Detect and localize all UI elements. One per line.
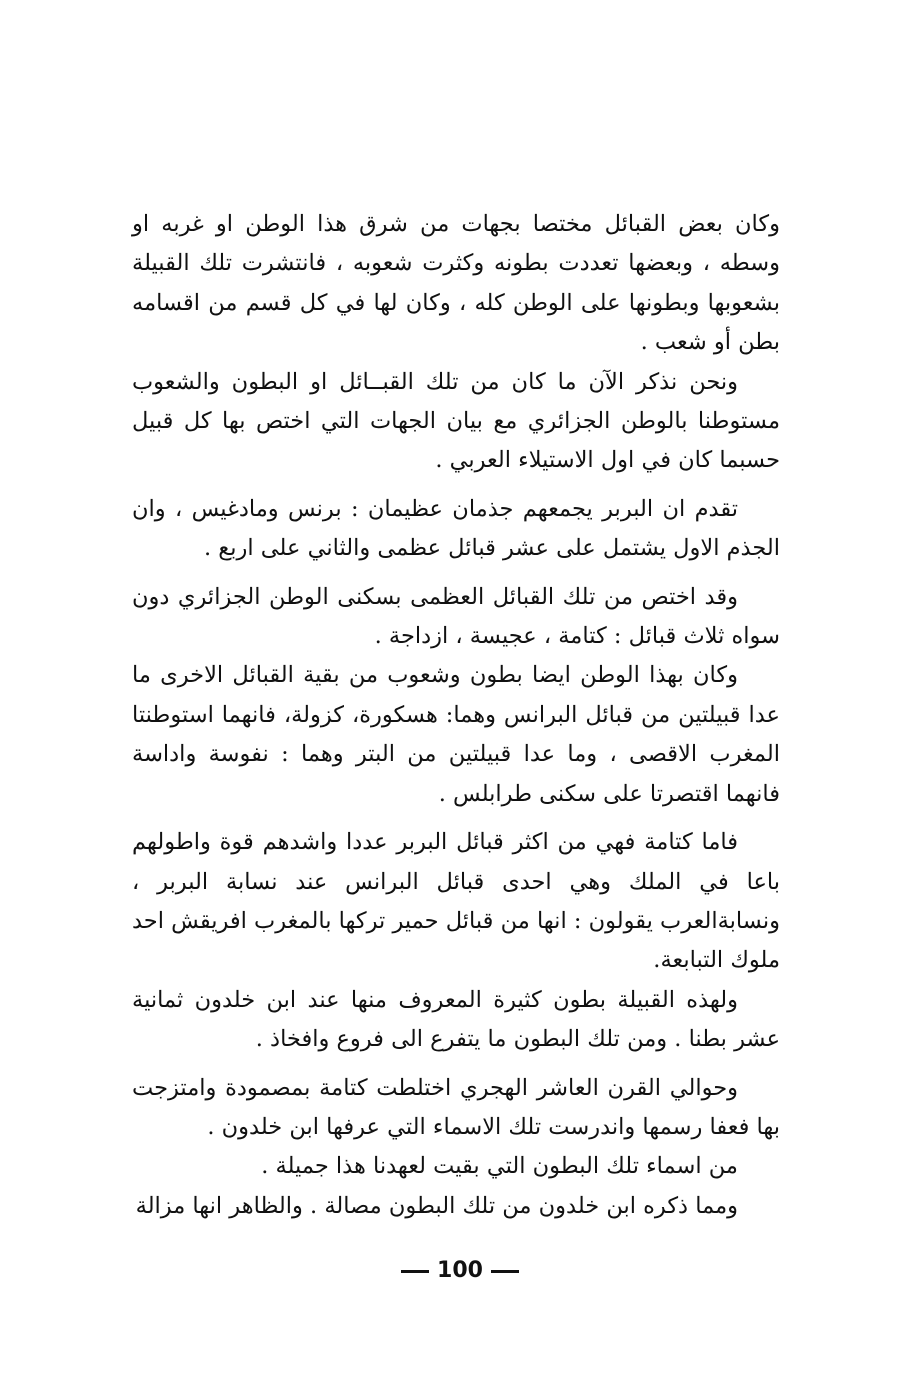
paragraph-7: ولهذه القبيلة بطون كثيرة المعروف منها عند ابن خلدون ثمانية عشر بطنا . ومن تلك البطون ما يتفرع الى فروع وافخاذ . [132,986,780,1053]
page-footer [0,1256,920,1286]
body-text [132,205,780,1226]
paragraph-9: من اسماء تلك البطون التي بقيت لعهدنا هذا جميلة . [261,1153,738,1180]
paragraph-4: وقد اختص من تلك القبائل العظمى بسكنى الوطن الجزائري دون سواه ثلاث قبائل : كتامة ، عجيسة ، ازداجة . [132,583,780,650]
page-number: 100 [437,1258,483,1283]
footer-dash-left [401,1270,429,1273]
paragraph-2: ونحن نذكر الآن ما كان من تلك القبــائل او البطون والشعوب مستوطنا بالوطن الجزائري مع بيان الجهات التي اختص بها كل قبيل حسبما كان في اول الاستيلاء العربي . [132,368,780,474]
paragraph-5: وكان بهذا الوطن ايضا بطون وشعوب من بقية القبائل الاخرى ما عدا قبيلتين من قبائل البرانس وهما: هسكورة، كزولة، فانهما استوطنتا المغرب الاقصى ، وما عدا قبيلتين من البتر وهما : نفوسة واداسة فانهما اقتصرتا على سكنى طرابلس . [132,662,780,807]
paragraph-3: تقدم ان البربر يجمعهم جذمان عظيمان : برنس ومادغيس ، وان الجذم الاول يشتمل على عشر قبائل عظمى والثاني على اربع . [132,495,780,562]
paragraph-6: فاما كتامة فهي من اكثر قبائل البربر عددا واشدهم قوة واطولهم باعا في الملك وهي احدى قبائل البرانس عند نسابة البربر ، ونسابةالعرب يقولون : انها من قبائل حمير تركها بالمغرب افريقش احد ملوك التبابعة. [132,829,780,974]
paragraph-10: ومما ذكره ابن خلدون من تلك البطون مصالة . والظاهر انها مزالة [135,1192,738,1219]
paragraph-1: وكان بعض القبائل مختصا بجهات من شرق هذا الوطن او غربه او وسطه ، وبعضها تعددت بطونه وكثرت شعوبه ، فانتشرت تلك القبيلة بشعوبها وبطونها على الوطن كله ، وكان لها في كل قسم من اقسامه بطن أو شعب . [132,211,780,356]
paragraph-8: وحوالي القرن العاشر الهجري اختلطت كتامة بمصمودة وامتزجت بها فعفا رسمها واندرست تلك الاسماء التي عرفها ابن خلدون . [132,1074,780,1140]
footer-dash-right [491,1270,519,1273]
